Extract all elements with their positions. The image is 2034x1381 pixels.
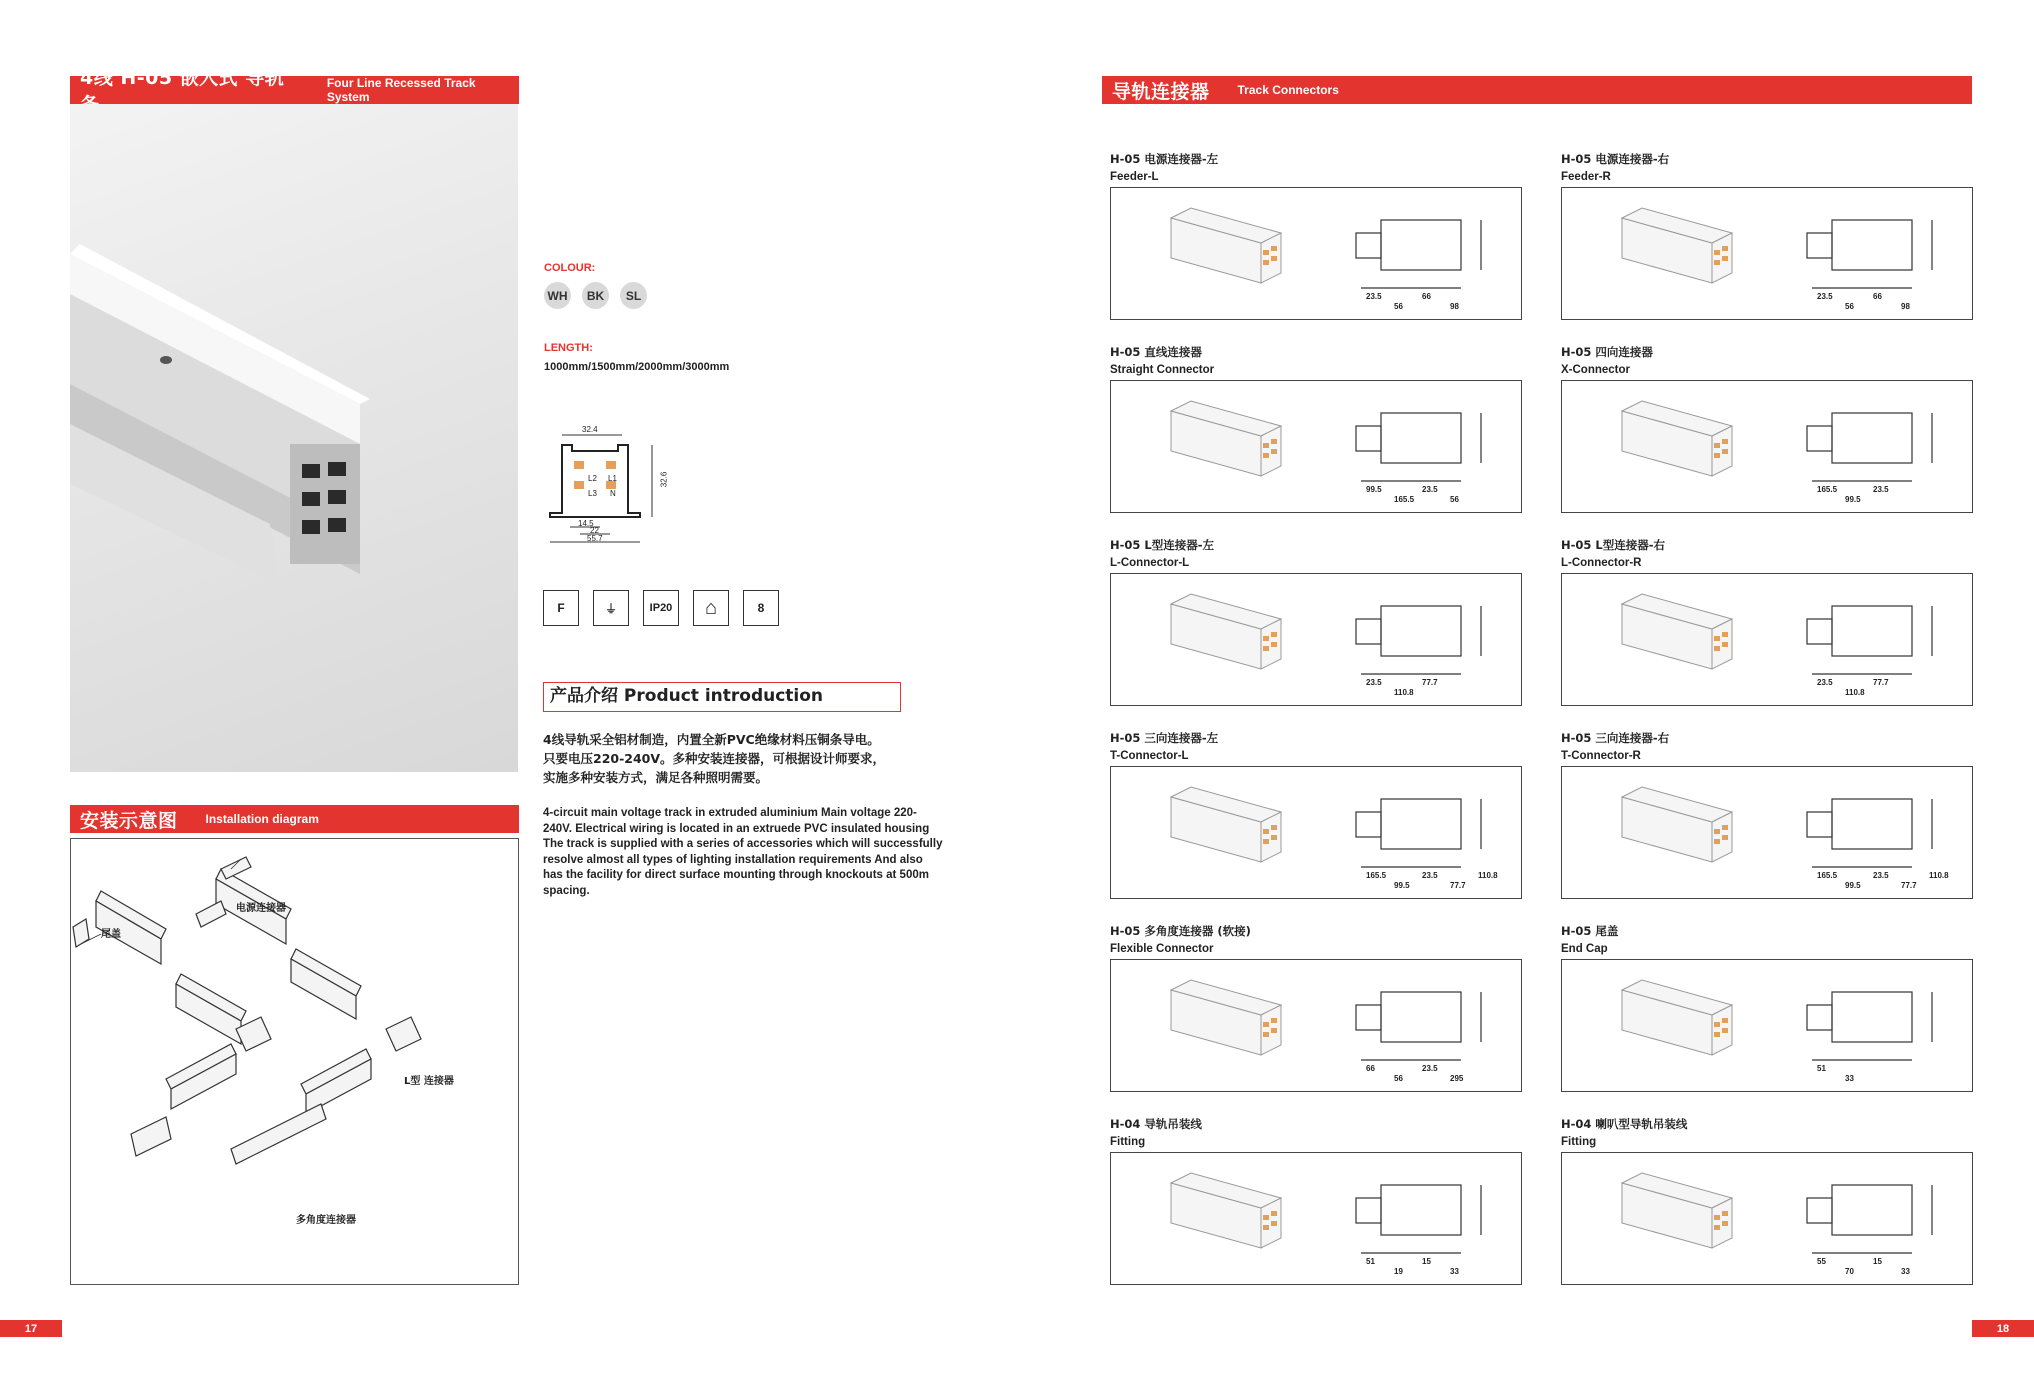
product-image-box: [1110, 187, 1522, 320]
page-number-left: 17: [0, 1320, 62, 1337]
dimension-label: 56: [1394, 1074, 1403, 1083]
dimension-label: 77.7: [1901, 881, 1917, 890]
cert-ground-icon: ⏚: [593, 590, 629, 626]
product-drawing: [1807, 992, 1932, 1060]
product-title: [1561, 536, 1665, 572]
product-image-box: [1561, 959, 1973, 1092]
right-header-title-cn: 导轨连接器: [1112, 80, 1210, 103]
right-header-title-en: Track Connectors: [1237, 83, 1339, 97]
product-name-cn: H-05 三向连接器-左: [1110, 731, 1219, 745]
product-intro-en: [543, 806, 943, 899]
product-image-box: [1561, 380, 1973, 513]
product-drawing: [1356, 413, 1481, 481]
install-header: [70, 805, 519, 833]
product-name-en: Straight Connector: [1110, 364, 1215, 376]
product-image-box: [1561, 766, 1973, 899]
cert-indoor-icon: ⌂: [693, 590, 729, 626]
intro-cn-line: 实施多种安装方式，满足各种照明需要。: [543, 770, 769, 785]
product-photo: [1171, 1173, 1281, 1248]
dimension-label: 23.5: [1873, 871, 1889, 880]
dimension-label: 110.8: [1478, 871, 1498, 880]
dimension-label: 110.8: [1394, 688, 1414, 697]
product-drawing: [1356, 1185, 1481, 1253]
dimension-label: 23.5: [1422, 1064, 1438, 1073]
intro-cn-line: 4线导轨采全铝材制造，内置全新PVC绝缘材料压铜条导电。: [543, 732, 880, 747]
dimension-label: 77.7: [1422, 678, 1438, 687]
dimension-label: 23.5: [1817, 678, 1833, 687]
product-photo: [1171, 401, 1281, 476]
dimension-label: 15: [1873, 1257, 1882, 1266]
dimension-label: 110.8: [1845, 688, 1865, 697]
product-title: [1561, 1115, 1687, 1151]
intro-en-line: resolve almost all types of lighting installation requirements And also: [543, 853, 923, 866]
product-photo: [1171, 787, 1281, 862]
product-name-en: T-Connector-R: [1561, 750, 1641, 762]
product-name-en: Feeder-R: [1561, 171, 1611, 183]
product-image-box: [1561, 1152, 1973, 1285]
product-name-cn: H-05 电源连接器-左: [1110, 152, 1219, 166]
left-header-title-en: Four Line Recessed Track System: [326, 76, 476, 104]
dimension-label: 23.5: [1873, 485, 1889, 494]
product-photo: [1171, 980, 1281, 1055]
product-title: [1110, 150, 1218, 186]
dimension-label: 56: [1394, 302, 1403, 311]
intro-en-line: spacing.: [543, 884, 590, 897]
product-photo: [1171, 594, 1281, 669]
product-name-cn: H-05 电源连接器-右: [1561, 152, 1670, 166]
cert-f-icon: F: [543, 590, 579, 626]
profile-dim-top: 32.4: [582, 425, 598, 434]
product-photo: [1622, 401, 1732, 476]
dimension-label: 77.7: [1873, 678, 1889, 687]
dimension-label: 33: [1901, 1267, 1910, 1276]
product-drawing: [1356, 799, 1481, 867]
dimension-label: 55: [1817, 1257, 1826, 1266]
product-name-en: Fitting: [1561, 1136, 1597, 1148]
profile-dim-d1: 14.5: [578, 519, 594, 528]
diagram-label-end-cap: 尾盖: [101, 929, 121, 940]
dimension-label: 33: [1845, 1074, 1854, 1083]
product-name-en: Feeder-L: [1110, 171, 1159, 183]
product-name-en: X-Connector: [1561, 364, 1630, 376]
installation-diagram: [70, 838, 519, 1285]
profile-dim-d3: 55.7: [587, 534, 603, 543]
product-drawing: [1356, 606, 1481, 674]
profile-dim-d2: 22: [590, 526, 599, 535]
product-name-cn: H-04 喇叭型导轨吊装线: [1561, 1117, 1688, 1131]
profile-dim-height: 32.6: [659, 471, 669, 488]
product-intro-title: 产品介绍 Product introduction: [543, 682, 901, 712]
product-title: [1110, 729, 1218, 765]
dimension-label: 23.5: [1422, 871, 1438, 880]
product-title: [1110, 536, 1214, 572]
product-title: [1561, 729, 1669, 765]
dimension-label: 77.7: [1450, 881, 1466, 890]
dimension-label: 23.5: [1366, 678, 1382, 687]
dimension-label: 56: [1845, 302, 1854, 311]
track-profile-drawing: [540, 425, 680, 550]
product-photo: [1622, 208, 1732, 283]
dimension-label: 99.5: [1845, 495, 1861, 504]
product-image-box: [1110, 766, 1522, 899]
product-photo: [1622, 594, 1732, 669]
product-title: [1110, 1115, 1202, 1151]
cert-class-icon: 8: [743, 590, 779, 626]
product-name-cn: H-05 三向连接器-右: [1561, 731, 1670, 745]
product-drawing: [1807, 413, 1932, 481]
product-name-en: Flexible Connector: [1110, 943, 1214, 955]
product-drawing: [1807, 1185, 1932, 1253]
diagram-label-l-connector: L型 连接器: [404, 1076, 454, 1087]
right-page-header: [1102, 76, 1972, 104]
product-photo: [1171, 208, 1281, 283]
product-title: [1561, 343, 1653, 379]
intro-en-line: The track is supplied with a series of accessories which will successfully: [543, 838, 943, 850]
intro-en-line: has the facility for direct surface mounting through knockouts at 500m: [543, 869, 929, 881]
product-name-en: End Cap: [1561, 943, 1608, 955]
product-name-en: L-Connector-R: [1561, 557, 1642, 569]
dimension-label: 165.5: [1817, 485, 1838, 494]
product-image-box: [1561, 187, 1973, 320]
product-drawing: [1356, 220, 1481, 288]
dimension-label: 19: [1394, 1267, 1403, 1276]
product-name-cn: H-05 L型连接器-右: [1561, 538, 1666, 552]
dimension-label: 56: [1450, 495, 1459, 504]
profile-label-l3: L3: [588, 489, 597, 498]
product-drawing: [1807, 606, 1932, 674]
product-intro-cn: [543, 730, 943, 787]
dimension-label: 23.5: [1422, 485, 1438, 494]
product-drawing: [1807, 799, 1932, 867]
length-value: 1000mm/1500mm/2000mm/3000mm: [544, 361, 730, 373]
product-name-cn: H-04 导轨吊装线: [1110, 1117, 1202, 1131]
dimension-label: 165.5: [1366, 871, 1387, 880]
product-name-cn: H-05 多角度连接器 (软接): [1110, 924, 1251, 938]
dimension-label: 51: [1817, 1064, 1826, 1073]
product-photo: [1622, 980, 1732, 1055]
product-photo: [1622, 787, 1732, 862]
product-image-box: [1110, 1152, 1522, 1285]
dimension-label: 15: [1422, 1257, 1431, 1266]
install-header-cn: 安装示意图: [80, 809, 178, 832]
install-header-en: Installation diagram: [205, 812, 319, 826]
dimension-label: 99.5: [1394, 881, 1410, 890]
dimension-label: 70: [1845, 1267, 1854, 1276]
product-title: [1110, 922, 1251, 958]
dimension-label: 51: [1366, 1257, 1375, 1266]
dimension-label: 110.8: [1929, 871, 1949, 880]
track-product-photo: [70, 104, 518, 772]
product-name-cn: H-05 四向连接器: [1561, 345, 1653, 359]
left-header-title-cn: 4线 H-05 嵌入式 导轨: [80, 67, 285, 89]
product-image-box: [1561, 573, 1973, 706]
product-drawing: [1356, 992, 1481, 1060]
product-drawing: [1807, 220, 1932, 288]
product-name-en: L-Connector-L: [1110, 557, 1190, 569]
dimension-label: 66: [1422, 292, 1431, 301]
dimension-label: 23.5: [1366, 292, 1382, 301]
colour-swatch-sl: SL: [620, 282, 647, 309]
profile-label-n: N: [610, 489, 616, 498]
dimension-label: 99.5: [1366, 485, 1382, 494]
diagram-label-feeder: 电源连接器: [236, 903, 286, 914]
product-name-cn: H-05 L型连接器-左: [1110, 538, 1215, 552]
dimension-label: 98: [1901, 302, 1910, 311]
dimension-label: 165.5: [1817, 871, 1838, 880]
product-title: [1561, 150, 1669, 186]
diagram-label-flexible: 多角度连接器: [296, 1215, 356, 1226]
dimension-label: 33: [1450, 1267, 1459, 1276]
colour-swatch-bk: BK: [582, 282, 609, 309]
intro-cn-line: 只要电压220-240V。多种安装连接器，可根据设计师要求，: [543, 751, 886, 766]
product-name-en: Fitting: [1110, 1136, 1146, 1148]
colour-swatch-wh: WH: [544, 282, 571, 309]
product-name-cn: H-05 尾盖: [1561, 924, 1619, 938]
product-image-box: [1110, 573, 1522, 706]
product-title: [1110, 343, 1214, 379]
product-title: [1561, 922, 1618, 958]
length-label: LENGTH:: [544, 342, 593, 354]
product-photo: [1622, 1173, 1732, 1248]
dimension-label: 66: [1873, 292, 1882, 301]
dimension-label: 66: [1366, 1064, 1375, 1073]
dimension-label: 23.5: [1817, 292, 1833, 301]
left-page-header: [70, 67, 519, 104]
colour-label: COLOUR:: [544, 262, 596, 274]
dimension-label: 165.5: [1394, 495, 1415, 504]
product-name-en: T-Connector-L: [1110, 750, 1189, 762]
dimension-label: 295: [1450, 1074, 1464, 1083]
dimension-label: 99.5: [1845, 881, 1861, 890]
product-image-box: [1110, 380, 1522, 513]
product-image-box: [1110, 959, 1522, 1092]
product-name-cn: H-05 直线连接器: [1110, 345, 1202, 359]
profile-label-l2: L2: [588, 474, 597, 483]
dimension-label: 98: [1450, 302, 1459, 311]
profile-label-l1: L1: [608, 474, 617, 483]
intro-en-line: 4-circuit main voltage track in extruded aluminium Main voltage 220-: [543, 807, 917, 819]
cert-ip20-icon: IP20: [643, 590, 679, 626]
page-number-right: 18: [1972, 1320, 2034, 1337]
intro-en-line: 240V. Electrical wiring is located in an extruede PVC insulated housing: [543, 822, 930, 835]
